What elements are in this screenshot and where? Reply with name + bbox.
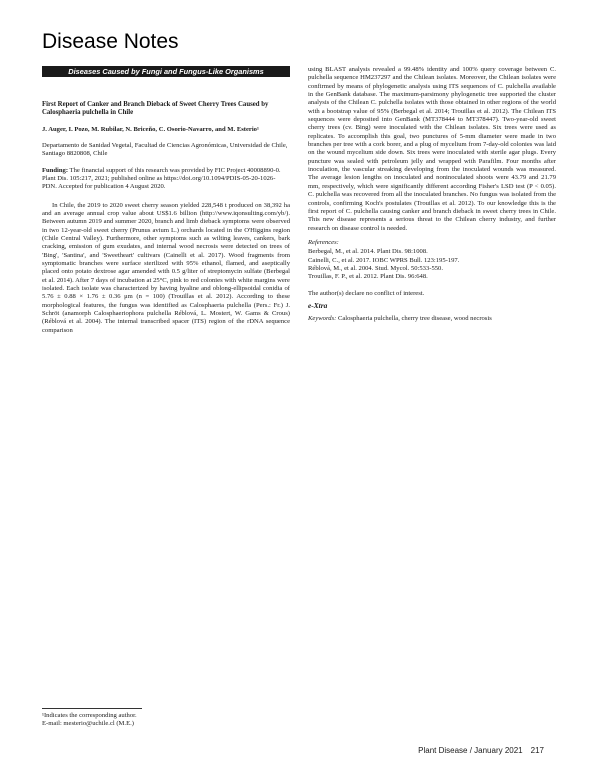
references-title: References: (308, 238, 339, 246)
extra-label: e-Xtra (308, 300, 328, 310)
conflict-of-interest-note: The author(s) declare no conflict of interest. (308, 289, 425, 297)
footnote-email: E-mail: mesterio@uchile.cl (M.E.) (42, 720, 134, 728)
article-title: First Report of Canker and Branch Dieback of Sweet Cherry Trees Caused by Calosphaeria pulchella in Chile (42, 101, 269, 117)
reference-item: Réblová, M., et al. 2004. Stud. Mycol. 50:533-550. (308, 264, 443, 272)
section-banner: Diseases Caused by Fungi and Fungus-Like Organisms (42, 66, 290, 77)
page-number: 217 (530, 746, 544, 755)
funding-statement (42, 167, 290, 192)
keywords-text: Calosphaeria pulchella, cherry tree disease, wood necrosis (336, 315, 492, 323)
keywords (308, 315, 556, 323)
article-authors: J. Auger, I. Pozo, M. Rubilar, N. Briceño, C. Osorio-Navarro, and M. Esterio¹ (42, 125, 259, 133)
journal-issue: Plant Disease / January 2021 (418, 746, 523, 755)
funding-text: The financial support of this research was provided by FIC Project 40008890-0. Plant Dis. 105:217, 2021; published online as https://doi.org/10.1094/PDIS-05-20-1026-PDN. Accepted for publication 4 August 2020. (42, 166, 281, 191)
body-text-right: using BLAST analysis revealed a 99.48% identity and 100% query coverage between C. pulchella sequence HM237297 and the Chilean isolates. Moreover, the Chilean isolates were confirmed by means of phylogenetic analysis using ITS sequences of C. pulchella available in the GenBank database. The maximum-parsimony phylogenetic tree supported the cluster analysis of the Chilean C. pulchella isolates with those obtained in other regions of the world with a bootstrap value of 95% (Berbegal et al. 2014; Trouillas et al. 2012). The Chilean ITS sequences were deposited into GenBank (MT378444 to MT378447). Two-year-old sweet cherry trees (cv. Bing) were inoculated with the Chilean isolates. Six trees were used as replicates. To accomplish this goal, two punctures of 5-mm diameter were made in two branches per tree with a cork borer, and a plug of mycelium from 7-day-old colonies was laid on the wound mycelium side down. Six trees were inoculated with sterile agar plugs. Every puncture was sealed with petroleum jelly and wrapped with Parafilm. Four months after inoculation, the vascular streaking developing from the inoculated wounds was measured. The average lesion lengths on inoculated and noninoculated shoots were 43.79 and 21.79 mm, respectively, which were significantly different according Fisher's LSD test (P < 0.05). C. pulchella was recovered from all the inoculated branches. No fungus was isolated from the controls, confirming Koch's postulates (Trouillas et al. 2012). To our knowledge this is the first report of C. pulchella causing canker and branch dieback in sweet cherry trees in Chile. This new disease represents a serious threat to the Chilean cherry industry, and further research on disease control is needed. (308, 66, 556, 232)
keywords-label: Keywords: (308, 315, 337, 323)
left-column (42, 66, 290, 335)
right-column (308, 66, 556, 324)
reference-item: Berbegal, M., et al. 2014. Plant Dis. 98:1008. (308, 248, 428, 256)
page-heading: Disease Notes (42, 30, 179, 53)
footnote (42, 712, 292, 729)
footnote-corresponding-author: ¹Indicates the corresponding author. (42, 712, 137, 719)
footnote-divider (42, 708, 142, 709)
reference-item: Trouillas, F. P., et al. 2012. Plant Dis. 96:648. (308, 273, 428, 281)
funding-label: Funding: (42, 166, 69, 174)
reference-item: Cainelli, C., et al. 2017. IOBC WPRS Bull. 123:195-197. (308, 256, 460, 264)
author-affiliation: Departamento de Sanidad Vegetal, Facultad de Ciencias Agronómicas, Universidad de Chile, Santiago 8820808, Chile (42, 141, 288, 158)
body-text-left: In Chile, the 2019 to 2020 sweet cherry season yielded 228,548 t produced on 38,392 ha and an average annual crop value about US$1.6 billion (http://www.iqonsulting.com/yb/). Between autumn 2019 and summer 2020, branch and limb dieback symptoms were observed in two 12-year-old sweet cherry (Prunus avium L.) orchards located in the O'Higgins region (Chile Central Valley). Furthermore, other symptoms such as wilting leaves, cankers, bark cracking, emission of gum exudates, and internal wood necrosis were detected on trees of 'Bing', 'Santina', and 'Sweetheart' cultivars (Cainelli et al. 2017). Wood fragments from symptomatic branches were surface sterilized with 95% ethanol, flamed, and aseptically placed onto potato dextrose agar amended with 0.5 g/liter of streptomycin sulfate (Berbegal et al. 2014). After 7 days of incubation at 25°C, pink to red colonies with white margins were isolated. Each isolate was characterized by having hyaline and oblong-ellipsoidal conidia of 5.76 ± 0.88 × 1.76 ± 0.36 μm (n = 100) (Trouillas et al. 2012). According to these morphological features, the fungus was identified as Calosphaeria pulchella (Pers.: Fr.) J. Schröt (anamorph Calosphaeriophora pulchella Réblová, L. Mostert, W. Gams & Crous) (Réblová et al. 2004). The internal transcribed spacer (ITS) region of the rDNA sequence comparison (42, 201, 290, 334)
page-footer (418, 746, 544, 755)
